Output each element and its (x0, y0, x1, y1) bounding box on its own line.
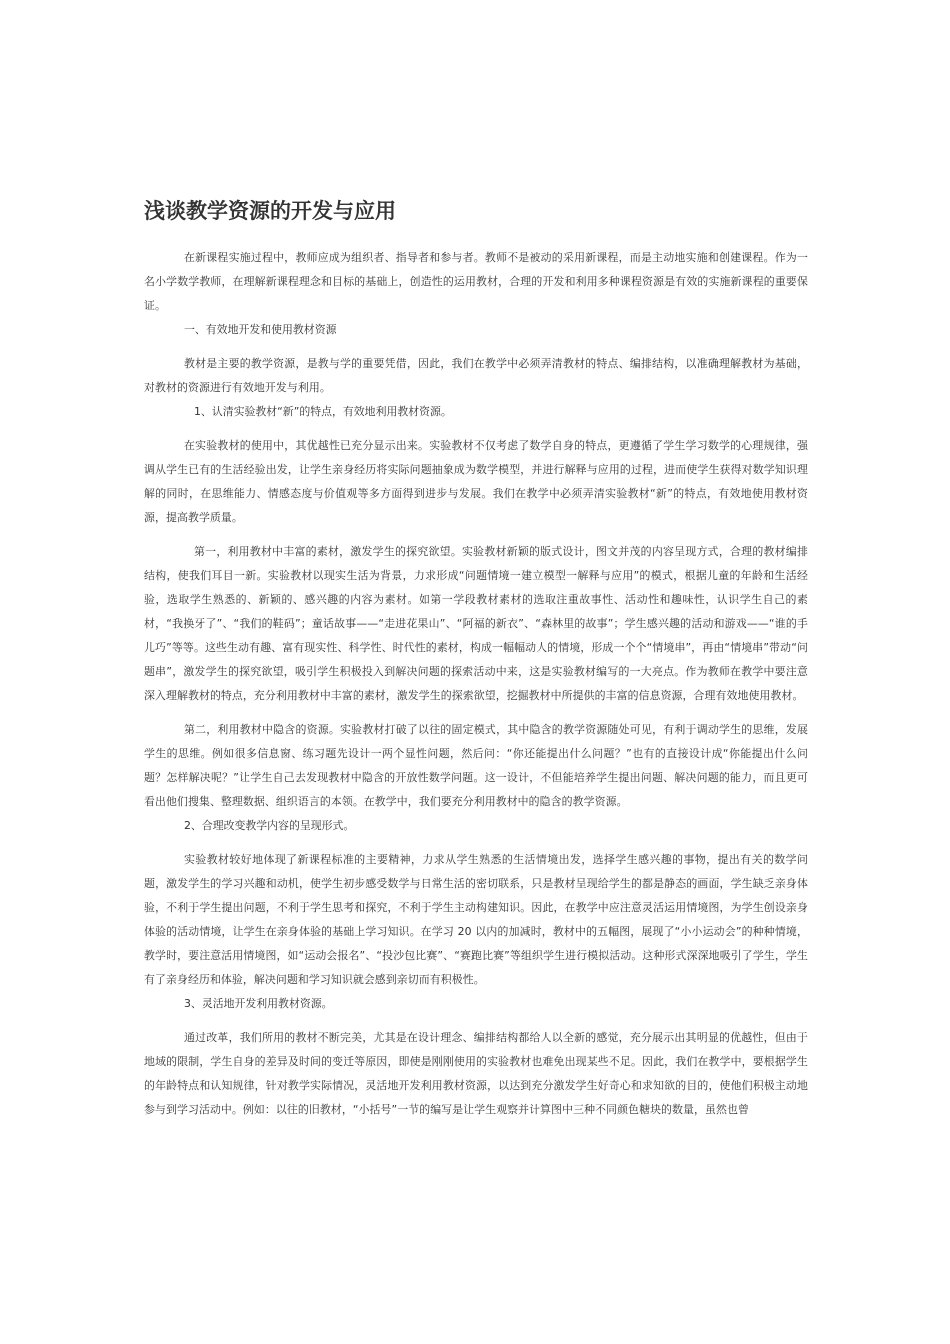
subsection-heading-3: 3、灵活地开发利用教材资源。 (184, 997, 333, 1010)
paragraph-first-point: 第一，利用教材中丰富的素材，激发学生的探究欲望。实验教材新颖的版式设计，图文并茂的内容呈现方式，合理的教材编排结构，使我们耳目一新。实验教材以现实生活为背景，力求形成“问题情境一建立模型一解释与应用”的模式，根据儿童的年龄和生活经验，选取学生熟悉的、新颖的、感兴趣的内容为素材。如第一学段教材素材的选取注重故事性、活动性和趣味性，认识学生自己的素材，“我换牙了”、“我们的鞋码”；童话故事——“走进花果山”、“阿福的新衣”、“森林里的故事”；学生感兴趣的活动和游戏——“谁的手儿巧”等等。这些生动有趣、富有现实性、科学性、时代性的素材，构成一幅幅动人的情境，形成一个个“情境串”，再由“情境串”带动“问题串”，激发学生的探究欲望，吸引学生积极投入到解决问题的探索活动中来，这是实验教材编写的一大亮点。作为教师在教学中要注意深入理解教材的特点，充分利用教材中丰富的素材，激发学生的探索欲望，挖掘教材中所提供的丰富的信息资源，合理有效地使用教材。 (144, 545, 808, 702)
subsection-heading-2: 2、合理改变教学内容的呈现形式。 (184, 819, 355, 832)
document-body (144, 246, 808, 1122)
paragraph-presentation-form: 实验教材较好地体现了新课程标准的主要精神，力求从学生熟悉的生活情境出发，选择学生感兴趣的事物，提出有关的数学问题，激发学生的学习兴趣和动机，使学生初步感受数学与日常生活的密切联系，只是教材呈现给学生的都是静态的画面，学生缺乏亲身体验，不利于学生提出问题，不利于学生思考和探究，不利于学生主动构建知识。因此，在教学中应注意灵活运用情境图，为学生创设亲身体验的活动情境，让学生在亲身体验的基础上学习知识。在学习 20 以内的加减时，教材中的五幅图，展现了“小小运动会”的种种情境，教学时，要注意活用情境图，如“运动会报名”、“投沙包比赛”、“赛跑比赛”等组织学生进行模拟活动。这种形式深深地吸引了学生，学生有了亲身经历和体验，解决问题和学习知识就会感到亲切而有积极性。 (144, 853, 808, 986)
paragraph-textbook-resource: 教材是主要的教学资源，是教与学的重要凭借，因此，我们在教学中必须弄清教材的特点、编排结构，以准确理解教材为基础，对教材的资源进行有效地开发与利用。 (144, 357, 808, 394)
paragraph-experimental-textbook: 在实验教材的使用中，其优越性已充分显示出来。实验教材不仅考虑了数学自身的特点，更遵循了学生学习数学的心理规律，强调从学生已有的生活经验出发，让学生亲身经历将实际问题抽象成为数学模型，并进行解释与应用的过程，进而使学生获得对数学知识理解的同时，在思维能力、情感态度与价值观等多方面得到进步与发展。我们在教学中必须弄清实验教材“新”的特点，有效地使用教材资源，提高教学质量。 (144, 439, 808, 524)
section-heading-1: 一、有效地开发和使用教材资源 (184, 323, 337, 336)
document-title: 浅谈教学资源的开发与应用 (144, 199, 396, 223)
subsection-heading-1: 1、认清实验教材“新”的特点，有效地利用教材资源。 (194, 405, 452, 418)
paragraph-intro: 在新课程实施过程中，教师应成为组织者、指导者和参与者。教师不是被动的采用新课程，而是主动地实施和创建课程。作为一名小学数学教师，在理解新课程理念和目标的基础上，创造性的运用教材，合理的开发和利用多种课程资源是有效的实施新课程的重要保证。 (144, 251, 808, 312)
paragraph-flexible-use: 通过改革，我们所用的教材不断完美，尤其是在设计理念、编排结构都给人以全新的感觉，充分展示出其明显的优越性，但由于地域的限制，学生自身的差异及时间的变迁等原因，即使是刚刚使用的实验教材也难免出现某些不足。因此，我们在教学中，要根据学生的年龄特点和认知规律，针对教学实际情况，灵活地开发利用教材资源，以达到充分激发学生好奇心和求知欲的目的，使他们积极主动地参与到学习活动中。例如：以往的旧教材，“小括号”一节的编写是让学生观察并计算图中三种不同颜色糖块的数量，虽然也曾 (144, 1031, 808, 1116)
paragraph-second-point: 第二，利用教材中隐含的资源。实验教材打破了以往的固定模式，其中隐含的教学资源随处可见，有利于调动学生的思维，发展学生的思维。例如很多信息窗、练习题先设计一两个显性问题，然后问：“你还能提出什么问题？”也有的直接设计成“你能提出什么问题？怎样解决呢？”让学生自己去发现教材中隐含的开放性数学问题。这一设计，不但能培养学生提出问题、解决问题的能力，而且更可看出他们搜集、整理数据、组织语言的本领。在教学中，我们要充分利用教材中的隐含的教学资源。 (144, 723, 808, 808)
